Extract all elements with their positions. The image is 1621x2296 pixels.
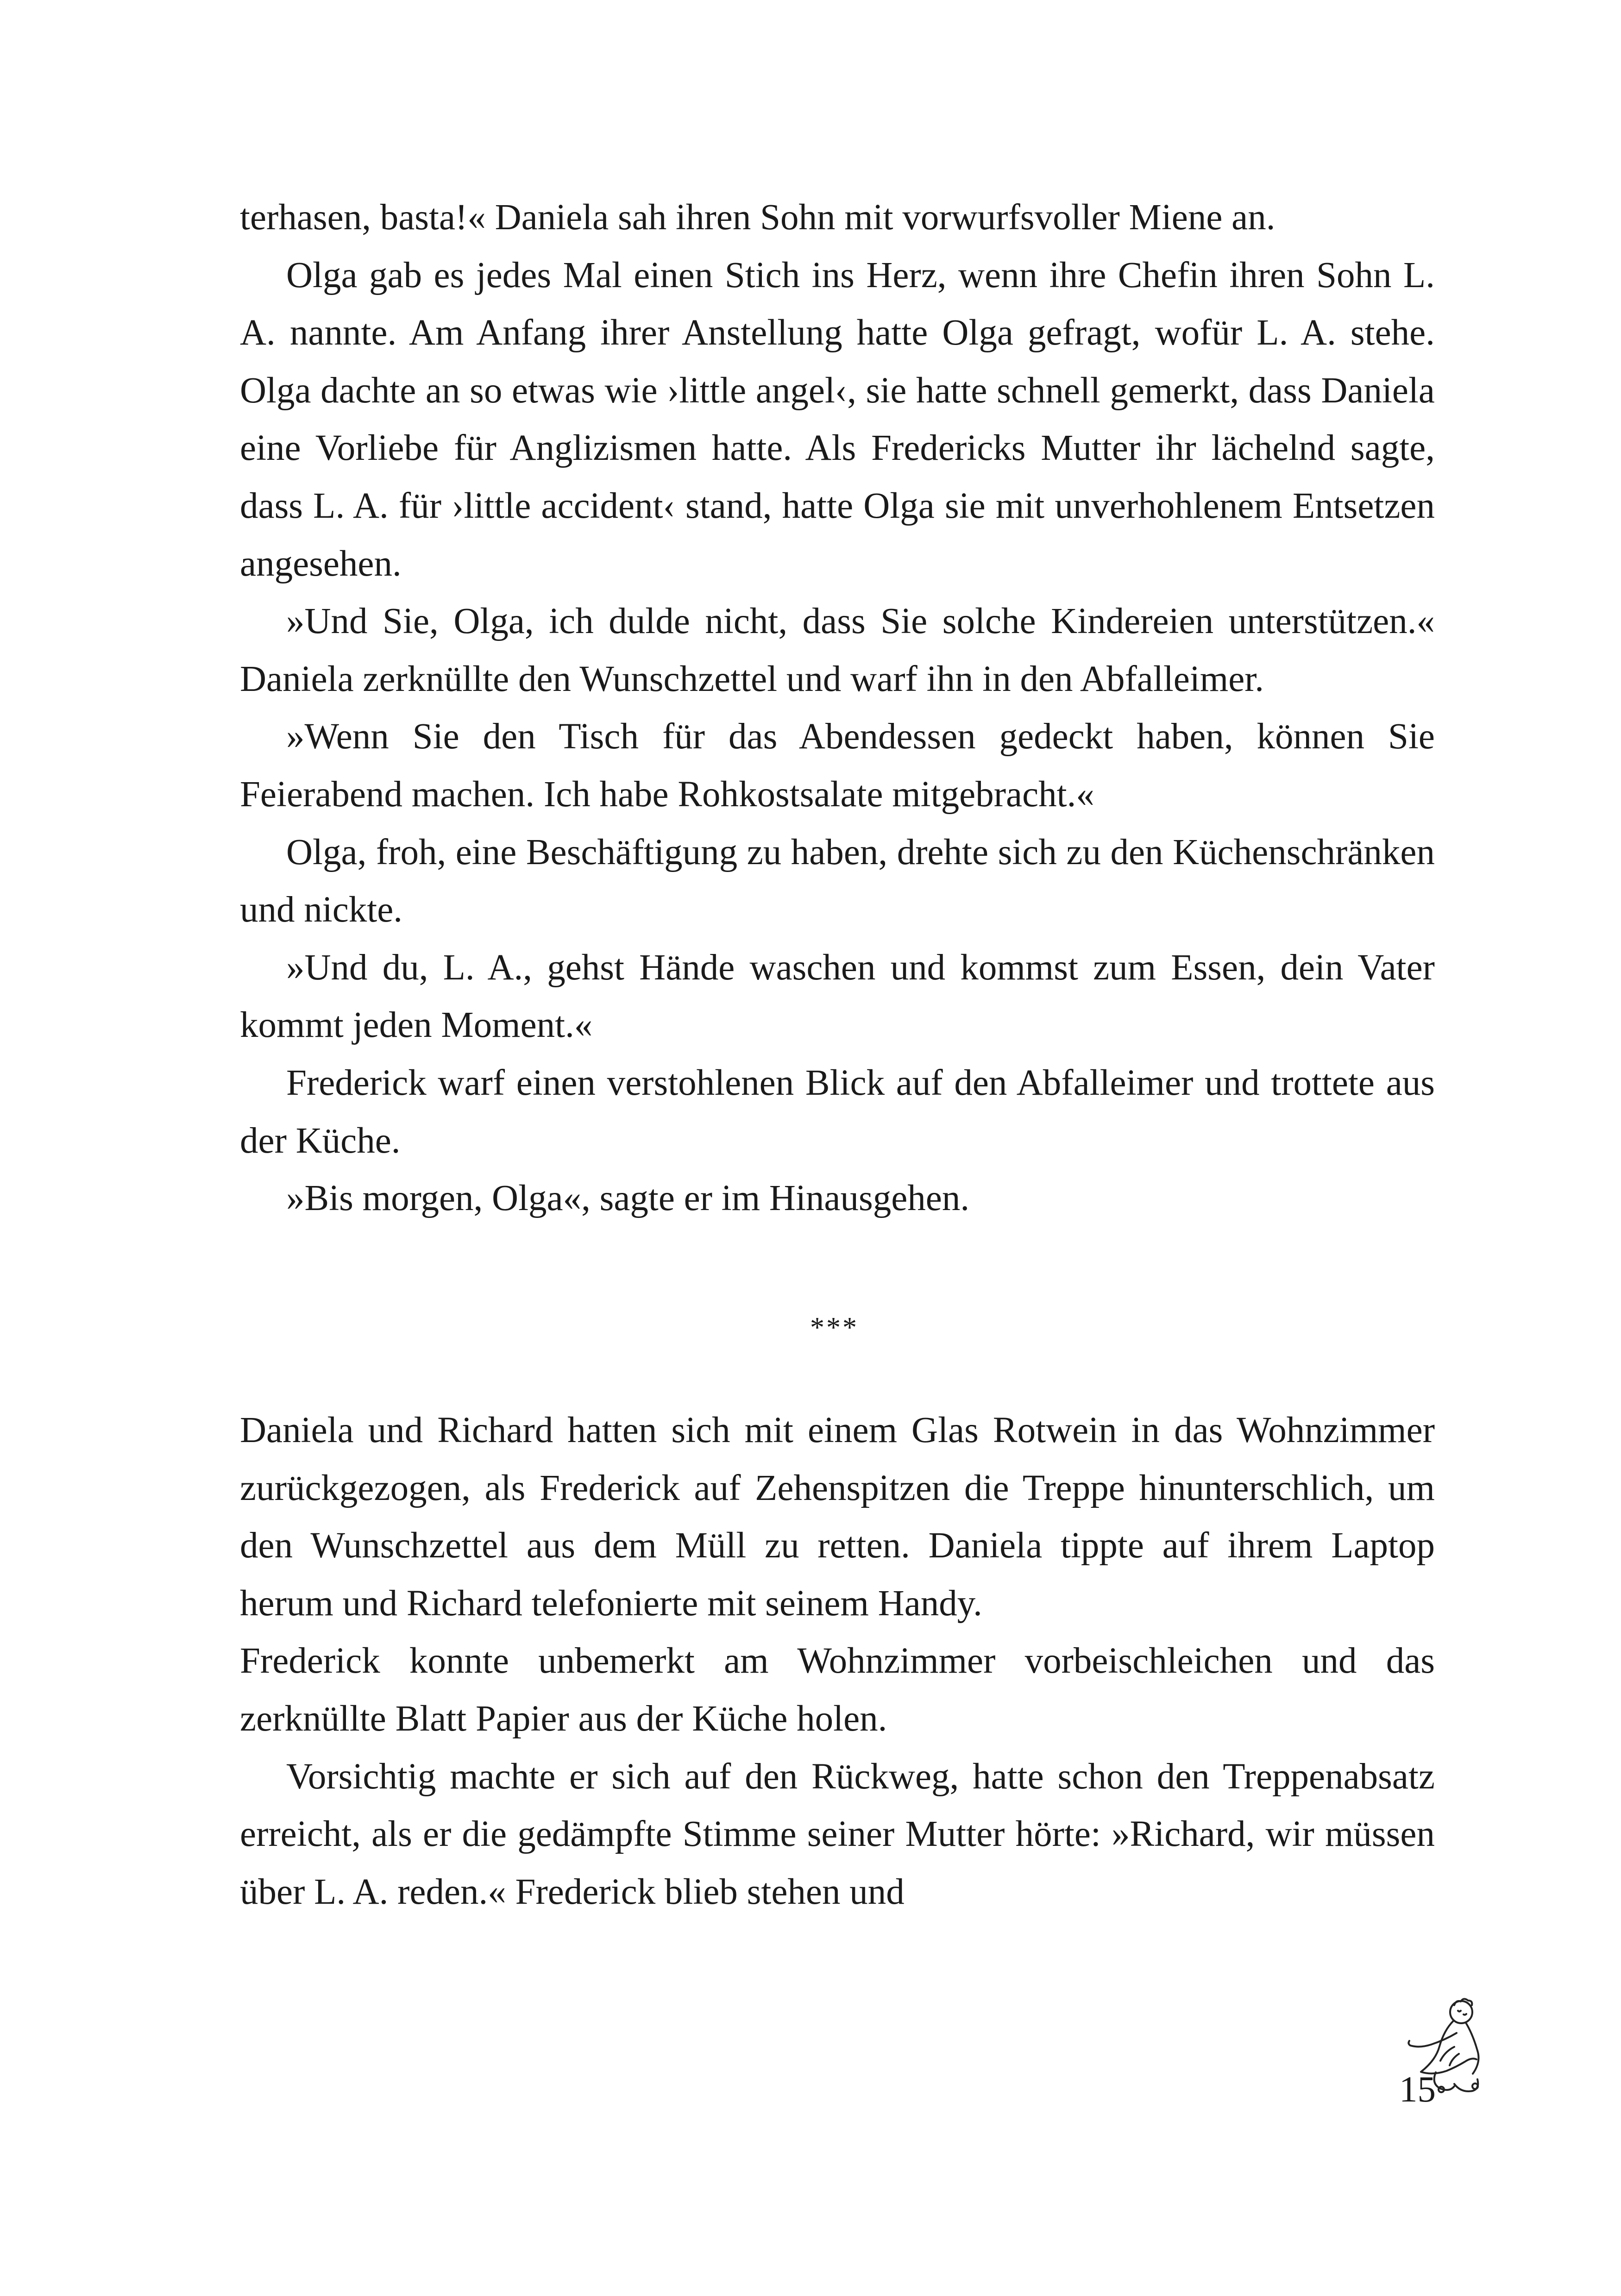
paragraph: Frederick warf einen verstohlenen Blick auf den Abfalleimer und trottete aus der Küche.	[240, 1062, 1435, 1161]
paragraph: Daniela und Richard hatten sich mit einem Glas Rotwein in das Wohnzimmer zurückgezogen, als Frederick auf Zehenspitzen die Treppe hinunterschlich, um den Wunschzettel aus dem Müll zu retten. Daniela tippte auf ihrem Laptop herum und Richard telefonierte mit seinem Handy.	[240, 1410, 1435, 1624]
text-block-bottom	[240, 1402, 1435, 1921]
paragraph: Olga, froh, eine Beschäftigung zu haben, drehte sich zu den Küchenschränken und nickte.	[240, 832, 1435, 930]
paragraph: »Wenn Sie den Tisch für das Abendessen gedeckt haben, können Sie Feierabend machen. Ich habe Rohkostsalate mitgebracht.«	[240, 716, 1435, 815]
paragraph: Olga gab es jedes Mal einen Stich ins Herz, wenn ihre Chefin ihren Sohn L. A. nannte. Am Anfang ihrer Anstellung hatte Olga gefragt, wofür L. A. stehe. Olga dachte an so etwas wie ›little angel‹, sie hatte schnell gemerkt, dass Daniela eine Vorliebe für Anglizismen hatte. Als Fredericks Mutter ihr lächelnd sagte, dass L. A. für ›little accident‹ stand, hatte Olga sie mit unverhohlenem Entsetzen angesehen.	[240, 255, 1435, 584]
paragraph: terhasen, basta!« Daniela sah ihren Sohn mit vorwurfsvoller Miene an.	[240, 197, 1275, 238]
paragraph: Frederick konnte unbemerkt am Wohnzimmer vorbeischleichen und das zerknüllte Blatt Papier aus der Küche holen.	[240, 1641, 1435, 1739]
text-block-top	[240, 189, 1435, 1228]
paragraph: Vorsichtig machte er sich auf den Rückweg, hatte schon den Treppenabsatz erreicht, als er die gedämpfte Stimme seiner Mutter hörte: »Richard, wir müssen über L. A. reden.« Frederick blieb stehen und	[240, 1756, 1435, 1912]
paragraph: »Bis morgen, Olga«, sagte er im Hinausgehen.	[286, 1178, 970, 1219]
paragraph: »Und Sie, Olga, ich dulde nicht, dass Sie solche Kindereien unterstützen.« Daniela zerknüllte den Wunschzettel und warf ihn in den Abfalleimer.	[240, 601, 1435, 699]
paragraph: »Und du, L. A., gehst Hände waschen und kommst zum Essen, dein Vater kommt jeden Moment.«	[240, 947, 1435, 1046]
page-number: 15	[1399, 2070, 1436, 2110]
section-separator: ***	[810, 1312, 859, 1343]
